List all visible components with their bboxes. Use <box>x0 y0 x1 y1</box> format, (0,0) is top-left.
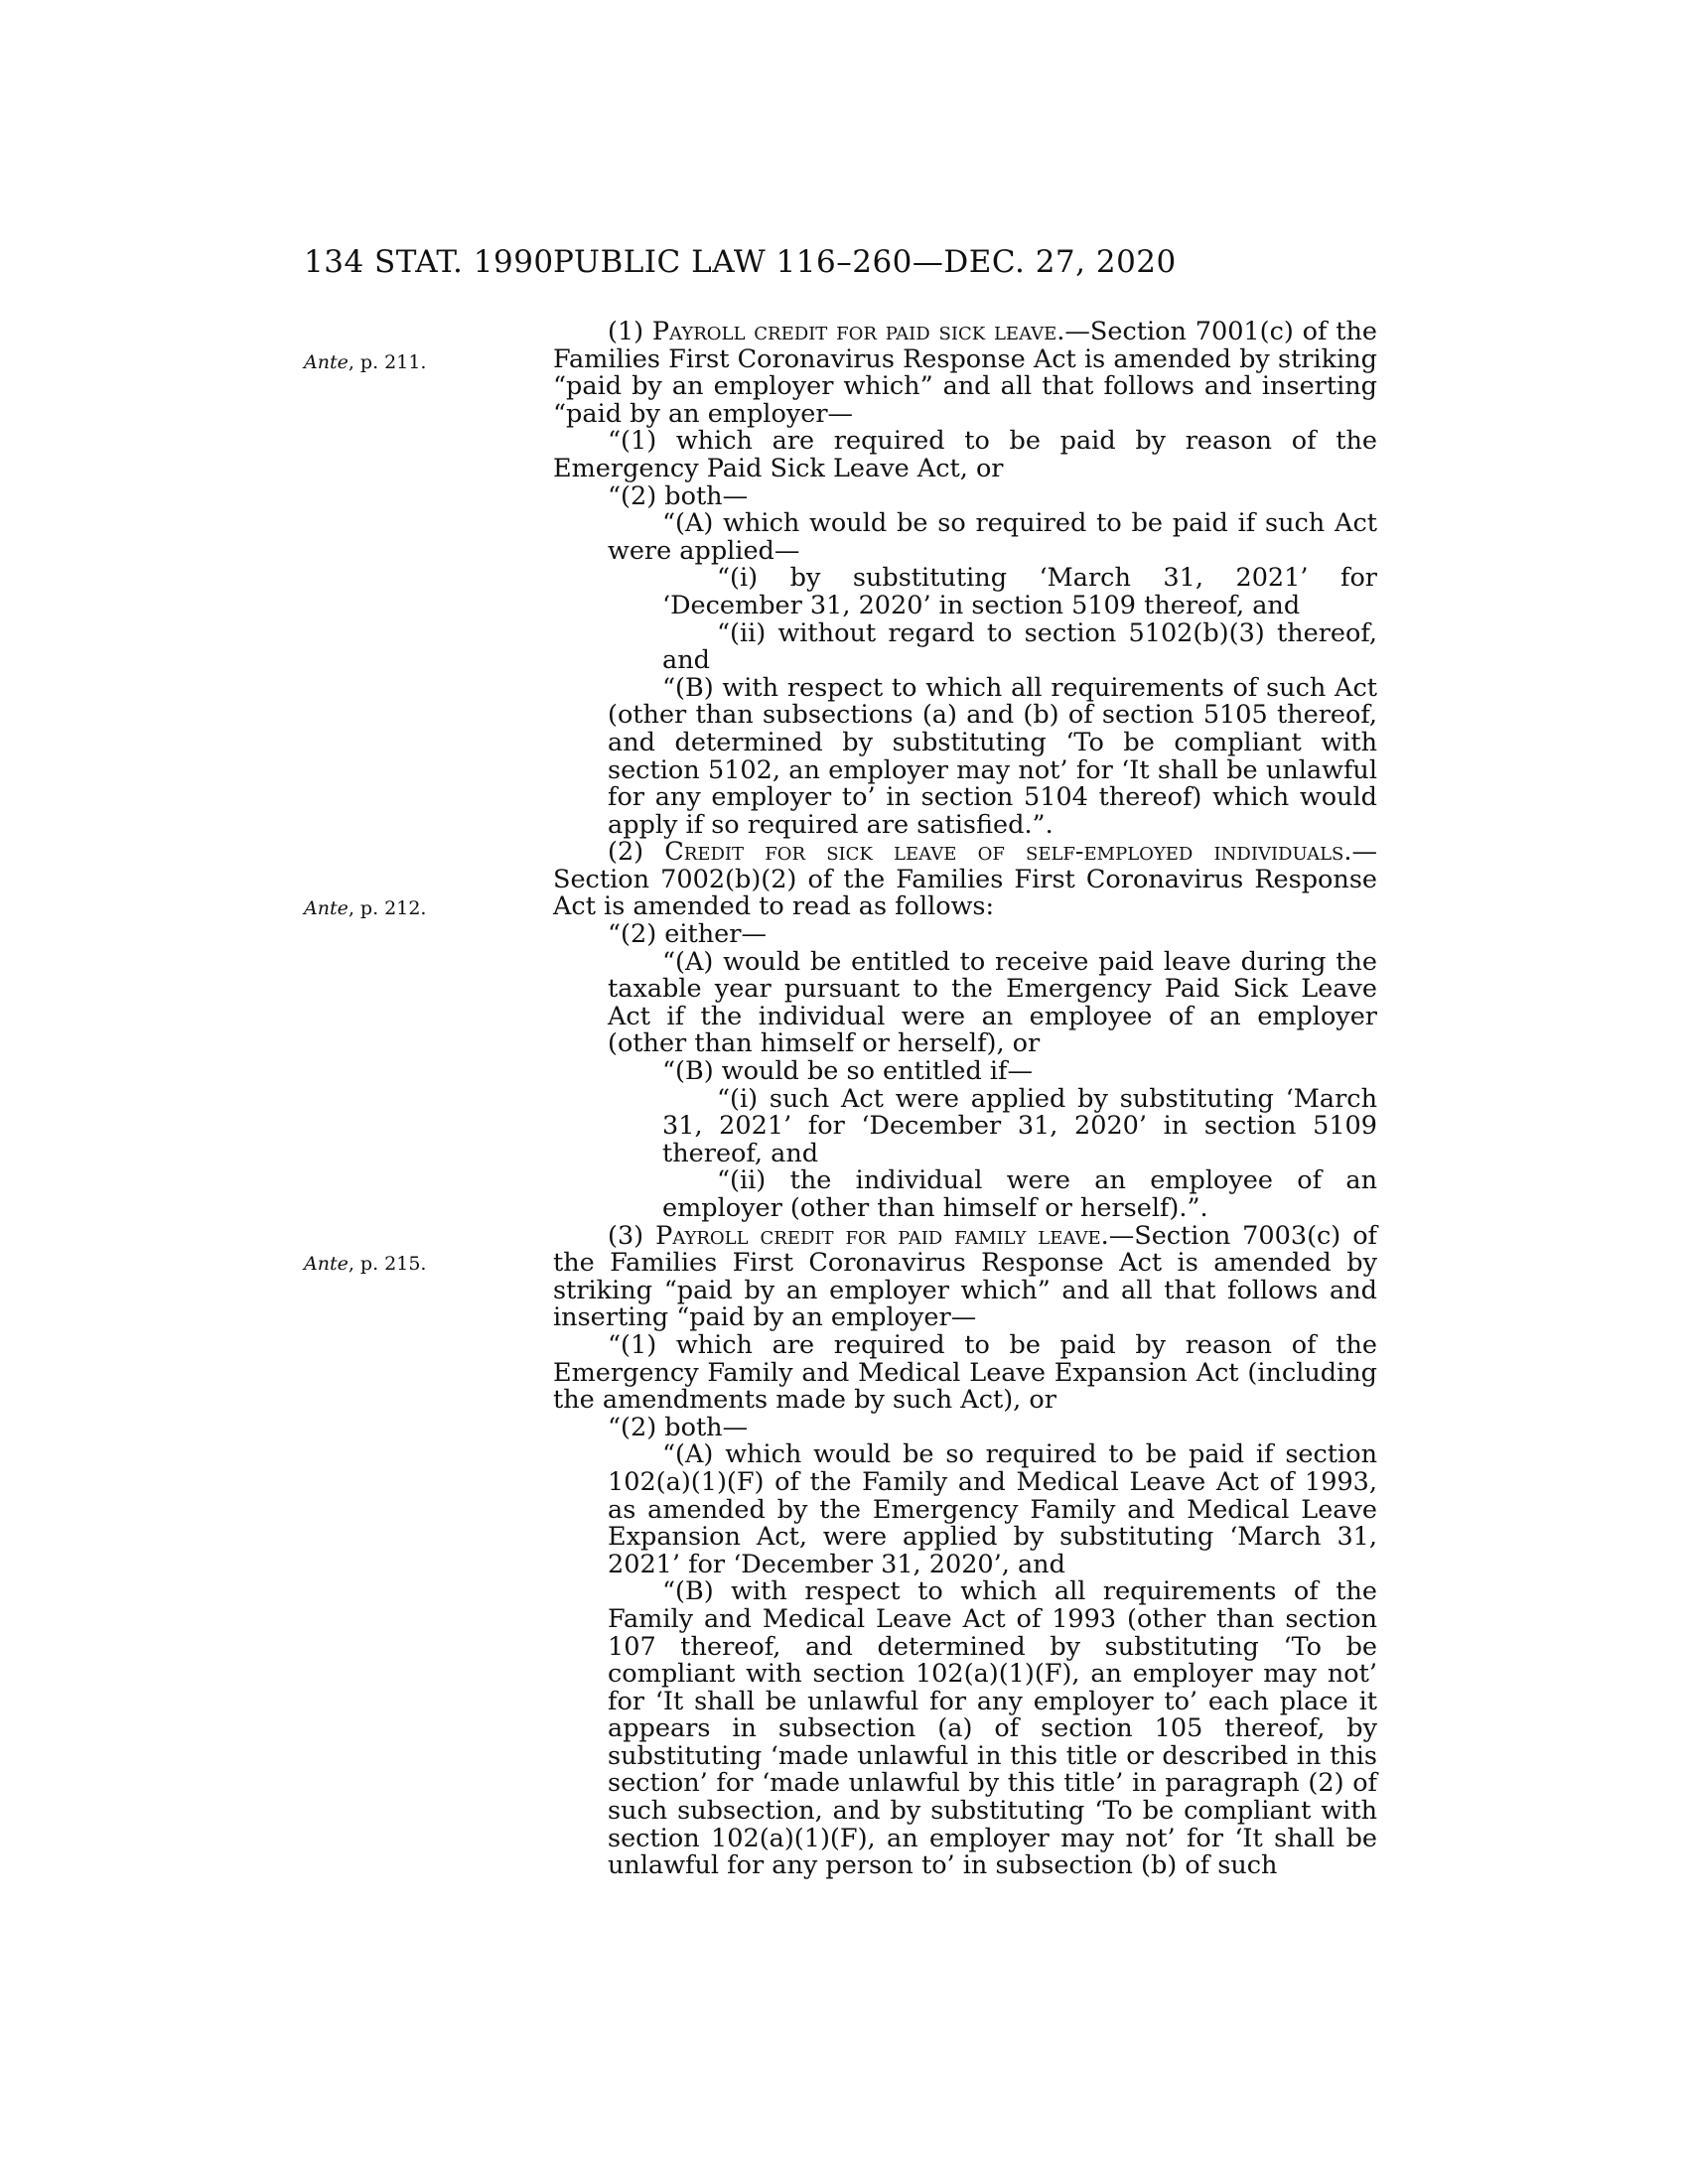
paragraph-1-subpara-b: “(B) with respect to which all requirements of such Act (other than subsections (a) and (b) of section 5105 thereof, and determined by substituting ‘To be compliant with section 5102, an employer may not’ for ‘It shall be unlawful for any employer to’ in section 5104 thereof) which would apply if so required are satisfied.”. <box>608 672 1377 840</box>
paragraph-1-clause-ii: “(ii) without regard to section 5102(b)(3) thereof, and <box>662 617 1377 676</box>
paragraph-1-clause-i: “(i) by substituting ‘March 31, 2021’ for ‘December 31, 2020’ in section 5109 thereof, and <box>662 563 1377 620</box>
paragraph-2-clause-i: “(i) such Act were applied by substituting ‘March 31, 2021’ for ‘December 31, 2020’ in section 5109 thereof, and <box>662 1083 1377 1168</box>
page-stat-number: 134 STAT. 1990 <box>304 244 554 280</box>
paragraph-1-clause-1: “(1) which are required to be paid by reason of the Emergency Paid Sick Leave Act, or <box>553 426 1377 483</box>
paragraph-2-clause-2: “(2) either— <box>608 919 767 950</box>
margin-note-ante-215: Ante, p. 215. <box>304 1253 427 1275</box>
paragraph-2-subpara-b: “(B) would be so entitled if— <box>662 1056 1033 1087</box>
paragraph-2-subpara-a: “(A) would be entitled to receive paid leave during the taxable year pursuant to the Emergency Paid Sick Leave Act if the individual were an employee of an employer (other than himself or herself), or <box>608 946 1377 1059</box>
paragraph-3-clause-1: “(1) which are required to be paid by reason of the Emergency Family and Medical Leave Expansion Act (including the amendments made by such Act), or <box>553 1329 1377 1416</box>
statute-body <box>553 319 1377 1880</box>
margin-note-ante-211: Ante, p. 211. <box>304 351 427 373</box>
paragraph-3-subpara-b: “(B) with respect to which all requirements of the Family and Medical Leave Act of 1993 (other than section 107 thereof, and determined by substituting ‘To be compliant with section 102(a)(1)(F), an employer may not’ for ‘It shall be unlawful for any employer to’ each place it appears in subsection (a) of section 105 thereof, by substituting ‘made unlawful in this title or described in this section’ for ‘made unlawful by this title’ in paragraph (2) of such subsection, and by substituting ‘To be compliant with section 102(a)(1)(F), an employer may not’ for ‘It shall be unlawful for any person to’ in subsection (b) of such <box>608 1576 1377 1881</box>
paragraph-3-subpara-a: “(A) which would be so required to be paid if section 102(a)(1)(F) of the Family and Medical Leave Act of 1993, as amended by the Emergency Family and Medical Leave Expansion Act, were applied by substituting ‘March 31, 2021’ for ‘December 31, 2020’, and <box>608 1439 1377 1579</box>
paragraph-3-clause-2: “(2) both— <box>608 1412 749 1442</box>
paragraph-1: (1) Payroll credit for paid sick leave.—Section 7001(c) of the Families First Coronavirus Response Act is amended by striking “paid by an employer which” and all that follows and inserting “paid by an employer— <box>553 317 1377 429</box>
running-header: PUBLIC LAW 116–260—DEC. 27, 2020 <box>553 244 1177 280</box>
paragraph-1-clause-2: “(2) both— <box>608 480 749 511</box>
paragraph-1-subpara-a: “(A) which would be so required to be paid if such Act were applied— <box>608 508 1377 566</box>
paragraph-2-clause-ii: “(ii) the individual were an employee of an employer (other than himself or herself).”. <box>662 1165 1377 1223</box>
margin-note-ante-212: Ante, p. 212. <box>304 897 427 919</box>
paragraph-2: (2) Credit for sick leave of self-employed individuals.—Section 7002(b)(2) of the Families First Coronavirus Response Act is amended to read as follows: <box>553 837 1377 922</box>
paragraph-3: (3) Payroll credit for paid family leave.—Section 7003(c) of the Families First Coronavirus Response Act is amended by striking “paid by an employer which” and all that follows and inserting “paid by an employer— <box>553 1220 1377 1333</box>
